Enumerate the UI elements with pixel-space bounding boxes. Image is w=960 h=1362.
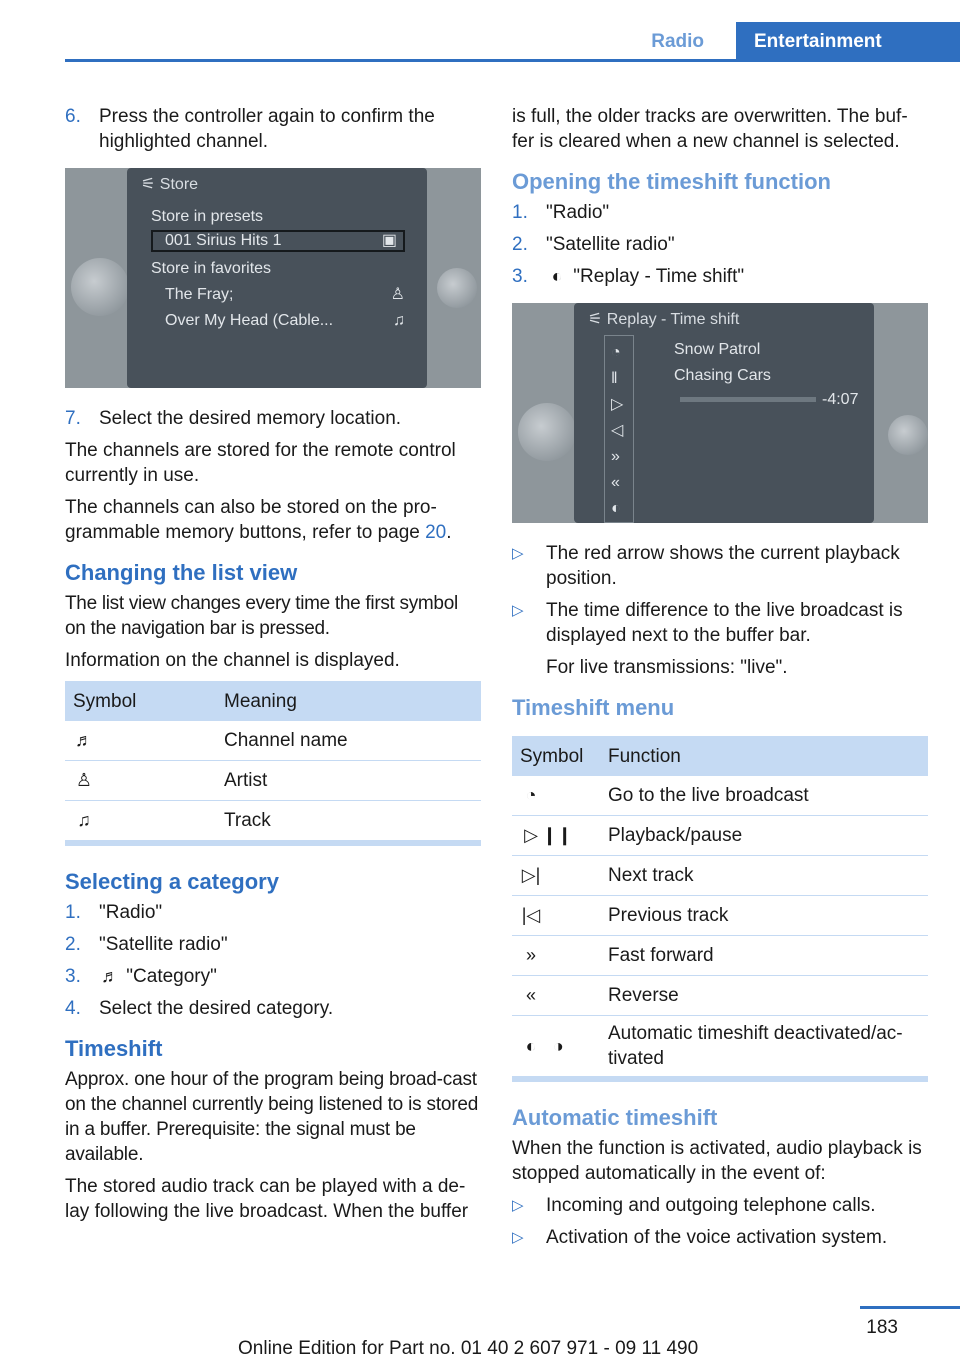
antenna-icon: ⚟ — [588, 311, 603, 328]
live-icon: ◔ — [611, 344, 621, 361]
table-row — [512, 976, 928, 1016]
header-section: Radio — [651, 31, 704, 52]
list-item: 3. ♬ "Category" — [65, 966, 217, 987]
option-button-icon — [888, 415, 928, 455]
screen-line: Over My Head (Cable... — [165, 312, 334, 329]
bullet-arrow-icon: ▷ — [512, 1229, 524, 1246]
play-icon: ▷ — [524, 825, 538, 845]
paragraph: The channels are stored for the remote control currently in use. — [65, 440, 456, 486]
section-heading: Changing the list view — [65, 560, 298, 585]
screen-line: The Fray; — [165, 286, 234, 303]
table-cell: Channel name — [216, 721, 481, 761]
bullet-arrow-icon: ▷ — [512, 1197, 524, 1214]
bullet-arrow-icon: ▷ — [512, 602, 524, 619]
timeshift-controls — [604, 335, 634, 523]
auto-timeshift-off-icon: ◐ — [525, 1035, 537, 1056]
live-icon: ◔ — [525, 785, 537, 805]
track-name: Chasing Cars — [674, 367, 771, 384]
paragraph: The channels can also be stored on the pro-grammable memory buttons, refer to page 20. — [65, 497, 452, 543]
column-header: Meaning — [216, 681, 481, 721]
paragraph: Approx. one hour of the program being broad-cast on the channel currently being listened to is stored in a buffer. Prerequisite: the signal must be available. — [65, 1069, 479, 1165]
table-row — [65, 721, 481, 761]
reverse-icon: « — [525, 985, 536, 1005]
controller-knob-icon — [71, 258, 129, 316]
paragraph: The list view changes every time the first symbol on the navigation bar is pressed. — [65, 593, 458, 639]
screen-line: Store in favorites — [151, 260, 272, 277]
table-row — [65, 761, 481, 801]
channel-name-icon: ♬ — [75, 730, 93, 750]
table-row — [512, 1016, 928, 1077]
screen-title: ⚟ Replay - Time shift — [588, 311, 740, 328]
header-chapter: Entertainment — [736, 22, 960, 62]
screen-line: Store in presets — [151, 208, 264, 225]
step-text: Press the controller again to confirm the highlighted channel. — [99, 106, 435, 152]
paragraph: For live transmissions: "live". — [546, 657, 788, 678]
option-button-icon — [437, 268, 477, 308]
controller-knob-icon — [518, 403, 576, 461]
step-number: 7. — [65, 408, 81, 429]
section-heading: Timeshift menu — [512, 695, 675, 720]
pause-icon: ‖ — [611, 370, 618, 387]
column-header: Symbol — [512, 736, 600, 776]
right-column — [512, 104, 928, 1257]
auto-timeshift-icon: ◐ — [611, 500, 621, 517]
table-cell: Go to the live broadcast — [600, 776, 928, 816]
previous-track-icon: |◁ — [521, 905, 541, 925]
next-track-icon: ▷| — [521, 865, 541, 885]
store-screenshot — [65, 168, 481, 388]
bullet-item: ▷ The red arrow shows the current playback position. — [512, 543, 900, 589]
track-icon: ♫ — [77, 810, 91, 830]
table-row — [512, 776, 928, 816]
table-cell: Reverse — [600, 976, 928, 1016]
section-heading: Automatic timeshift — [512, 1105, 718, 1130]
paragraph: The stored audio track can be played with a de-lay following the live broadcast. When the buffer — [65, 1176, 469, 1222]
step-7 — [65, 406, 481, 431]
next-track-icon: ▷ — [611, 396, 624, 413]
category-icon: ♬ — [101, 966, 119, 986]
edition-note: Online Edition for Part no. 01 40 2 607 971 - 09 11 490 — [238, 1338, 699, 1359]
page-number: 183 — [866, 1317, 898, 1338]
auto-timeshift-on-icon: ◑ — [552, 1035, 564, 1056]
table-cell: Artist — [216, 761, 481, 801]
bullet-arrow-icon: ▷ — [512, 545, 524, 562]
table-row — [512, 856, 928, 896]
page-header — [0, 0, 960, 62]
table-cell: Playback/pause — [600, 816, 928, 856]
paragraph: When the function is activated, audio playback is stopped automatically in the event of: — [512, 1138, 922, 1184]
section-heading: Selecting a category — [65, 869, 279, 894]
save-icon: ▣ — [381, 232, 397, 249]
step-text: Select the desired memory location. — [99, 408, 402, 429]
column-header: Function — [600, 736, 928, 776]
artist-icon: ♙ — [390, 286, 405, 303]
table-cell: Automatic timeshift deactivated/ac-tivated — [600, 1016, 928, 1077]
list-item: 1. "Radio" — [512, 202, 610, 223]
symbol-meaning-table — [65, 681, 481, 841]
screen-line-highlighted: 001 Sirius Hits 1 ▣ — [151, 230, 405, 252]
step-6 — [65, 104, 481, 154]
left-column — [65, 104, 481, 1231]
list-item: 2. "Satellite radio" — [65, 934, 228, 955]
timeshift-menu-table — [512, 736, 928, 1077]
bullet-item: ▷ Incoming and outgoing telephone calls. — [512, 1195, 876, 1216]
artist-name: Snow Patrol — [674, 341, 761, 358]
list-item: 2. "Satellite radio" — [512, 234, 675, 255]
table-end-rule — [65, 841, 481, 846]
section-heading: Timeshift — [65, 1036, 163, 1061]
buffer-bar — [680, 397, 816, 402]
table-cell: Previous track — [600, 896, 928, 936]
step-number: 6. — [65, 106, 81, 127]
page-link[interactable]: 20 — [425, 522, 447, 543]
screen-title: ⚟ Store — [141, 176, 199, 193]
idrive-screen — [574, 303, 874, 523]
replay-icon: ◐ — [551, 266, 563, 286]
section-heading: Opening the timeshift function — [512, 169, 831, 194]
table-row — [512, 936, 928, 976]
table-cell: Fast forward — [600, 936, 928, 976]
table-cell: Track — [216, 801, 481, 841]
paragraph: Information on the channel is displayed. — [65, 650, 400, 671]
table-cell: Next track — [600, 856, 928, 896]
list-item: 1. "Radio" — [65, 902, 163, 923]
fast-forward-icon: » — [611, 448, 620, 465]
pause-icon: ❙❙ — [542, 825, 573, 845]
paragraph: is full, the older tracks are overwritten. The buf-fer is cleared when a new channel is selected. — [512, 106, 908, 152]
table-end-rule — [512, 1077, 928, 1082]
list-item: 4. Select the desired category. — [65, 998, 334, 1019]
time-offset: -4:07 — [822, 391, 859, 408]
music-note-icon: ♫ — [393, 312, 405, 329]
table-header — [65, 681, 481, 721]
timeshift-screenshot — [512, 303, 928, 523]
bullet-item: ▷ Activation of the voice activation system. — [512, 1227, 888, 1248]
list-item: 3. ◐ "Replay - Time shift" — [512, 266, 745, 287]
idrive-screen — [127, 168, 427, 388]
reverse-icon: « — [611, 474, 620, 491]
table-row — [512, 896, 928, 936]
page-footer — [0, 1306, 960, 1362]
bullet-item: ▷ The time difference to the live broadcast is displayed next to the buffer bar. — [512, 600, 903, 646]
table-row — [65, 801, 481, 841]
artist-icon: ♙ — [75, 770, 93, 790]
antenna-icon: ⚟ — [141, 176, 156, 193]
table-row — [512, 816, 928, 856]
fast-forward-icon: » — [525, 945, 536, 965]
previous-track-icon: ◁ — [611, 422, 624, 439]
table-header — [512, 736, 928, 776]
column-header: Symbol — [65, 681, 216, 721]
footer-rule — [860, 1306, 960, 1309]
